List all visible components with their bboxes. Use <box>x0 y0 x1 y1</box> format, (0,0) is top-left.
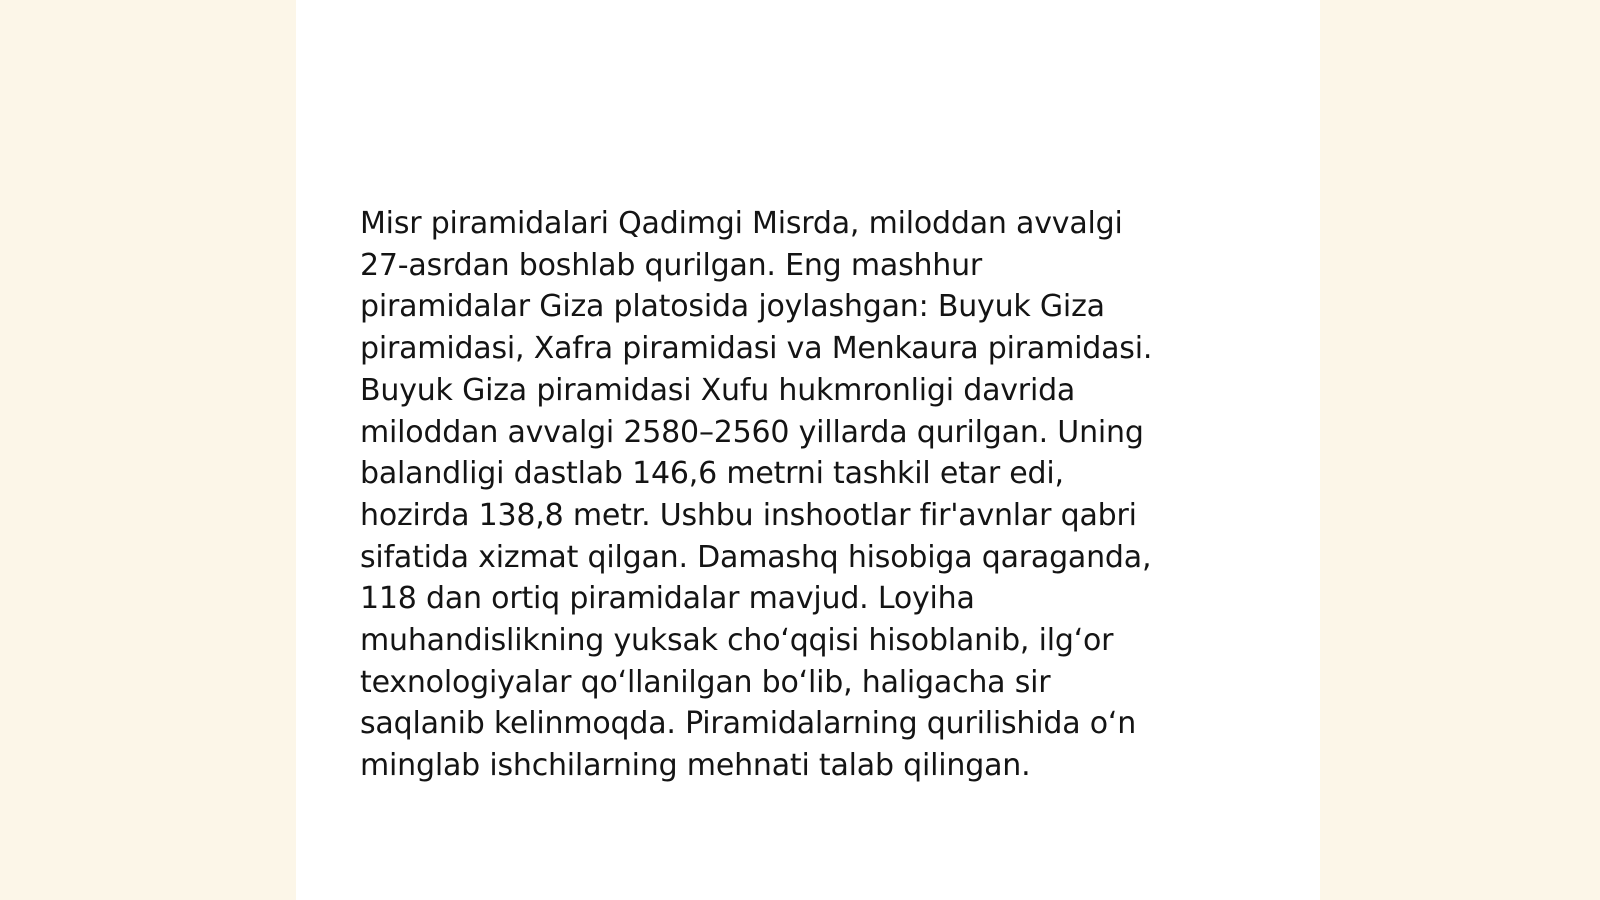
body-paragraph: Misr piramidalari Qadimgi Misrda, miloddan avvalgi 27-asrdan boshlab qurilgan. Eng mashhur piramidalar Giza platosida joylashgan: Buyuk Giza piramidasi, Xafra piramidasi va Menkaura piramidasi. Buyuk Giza piramidasi Xufu hukmronligi davrida miloddan avvalgi 2580–2560 yillarda qurilgan. Uning balandligi dastlab 146,6 metrni tashkil etar edi, hozirda 138,8 metr. Ushbu inshootlar fir'avnlar qabri sifatida xizmat qilgan. Damashq hisobiga qaraganda, 118 dan ortiq piramidalar mavjud. Loyiha muhandislikning yuksak cho‘qqisi hisoblanib, ilg‘or texnologiyalar qo‘llanilgan bo‘lib, haligacha sir saqlanib kelinmoqda. Piramidalarning qurilishida o‘n minglab ishchilarning mehnati talab qilingan. <box>360 206 1153 784</box>
document-page <box>296 0 1320 900</box>
